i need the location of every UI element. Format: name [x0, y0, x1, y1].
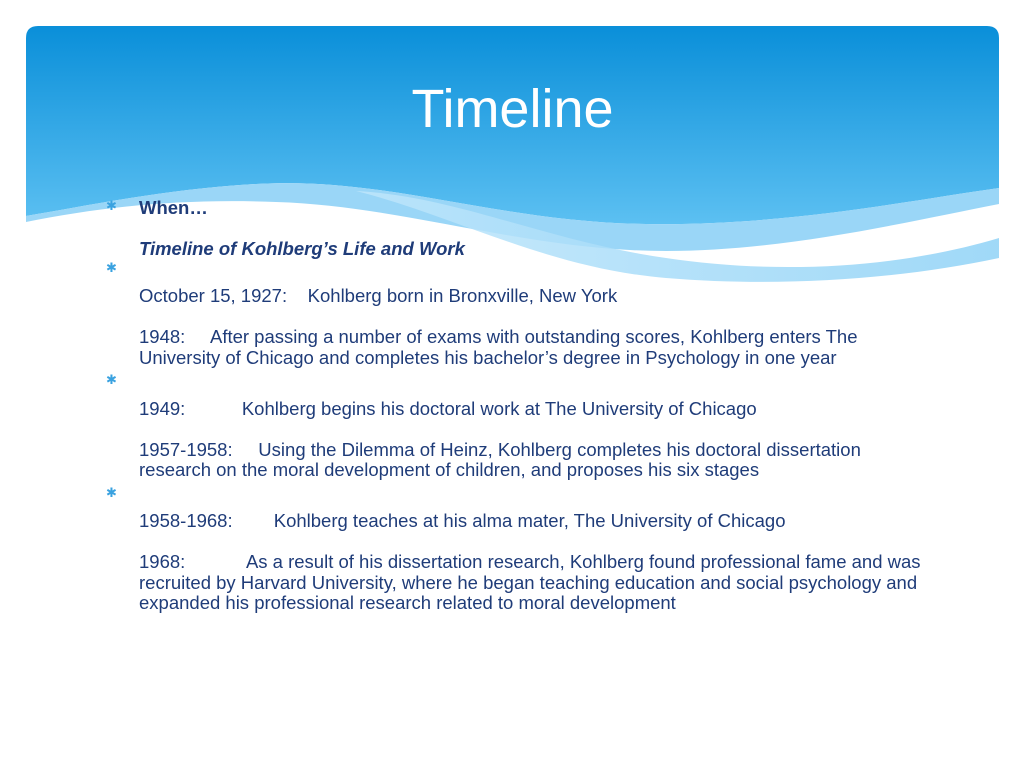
timeline-entry-group: [106, 485, 936, 614]
asterisk-bullet-icon: ✱: [106, 484, 117, 500]
asterisk-bullet-icon: ✱: [106, 198, 117, 213]
asterisk-bullet-icon: ✱: [106, 372, 117, 387]
timeline-entry: 1957-1958: Using the Dilemma of Heinz, Kohlberg completes his doctoral dissertation research on the moral development of children, and proposes his six stages: [139, 438, 867, 480]
asterisk-bullet-icon: ✱: [106, 259, 117, 275]
timeline-entry-group: [106, 372, 936, 481]
timeline-entry: 1958-1968: Kohlberg teaches at his alma mater, The University of Chicago: [139, 510, 786, 531]
timeline-entry: October 15, 1927: Kohlberg born in Bronxville, New York: [139, 285, 618, 306]
section-heading: When…: [139, 197, 208, 218]
timeline-entry: 1949: Kohlberg begins his doctoral work at The University of Chicago: [139, 397, 757, 419]
timeline-entry: 1968: As a result of his dissertation research, Kohlberg found professional fame and was recruited by Harvard University, where he began teaching education and social psychology and expanded his professional research related to moral development: [139, 551, 926, 613]
section-subheading: Timeline of Kohlberg’s Life and Work: [139, 238, 465, 259]
timeline-entry: 1948: After passing a number of exams with outstanding scores, Kohlberg enters The University of Chicago and completes his bachelor’s degree in Psychology in one year: [139, 326, 863, 368]
slide-title: Timeline: [411, 79, 614, 139]
slide-body: [106, 198, 936, 614]
timeline-entry-group: [106, 260, 936, 369]
bullet-section-when: [106, 198, 936, 260]
